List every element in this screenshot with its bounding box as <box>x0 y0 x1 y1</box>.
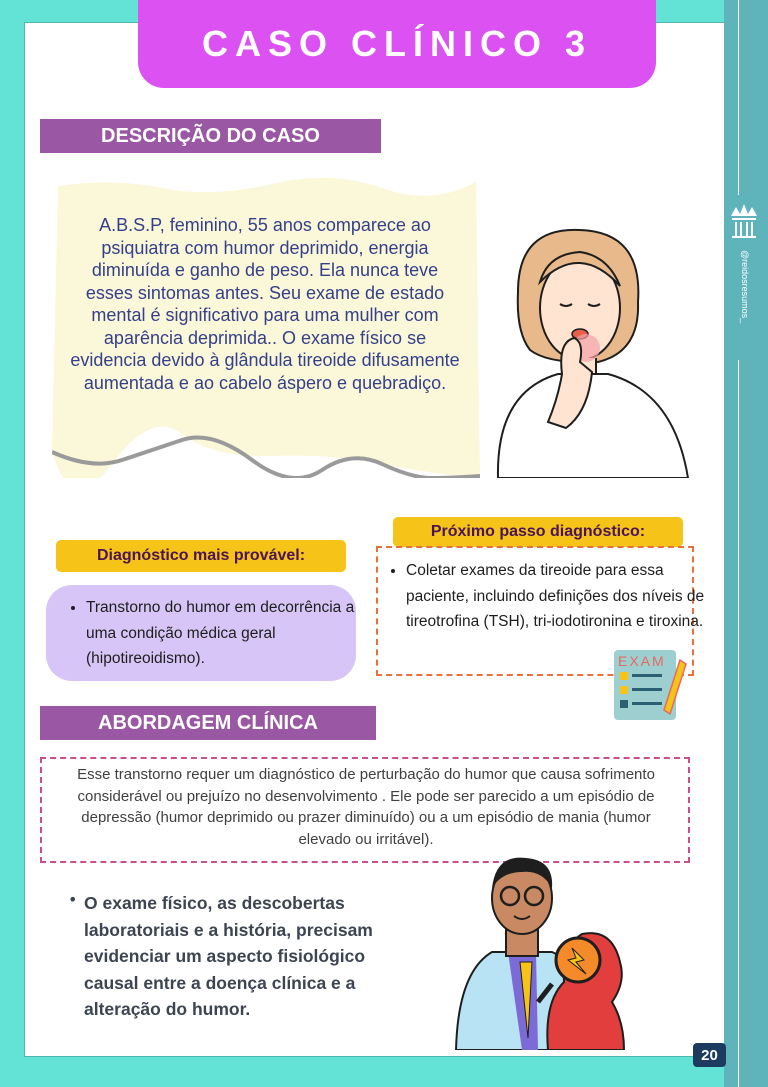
crown-logo-icon <box>727 202 761 240</box>
exam-icon-text: EXAM <box>618 653 666 669</box>
next-step-item: • Coletar exames da tireoide para essa paciente, incluindo definições dos níveis de tireotrofina (TSH), tri-iodotironina e tiroxina. <box>406 558 706 635</box>
title-banner <box>138 0 656 88</box>
diagnosis-label: Diagnóstico mais provável: <box>56 540 346 572</box>
page-title: CASO CLÍNICO 3 <box>201 23 593 64</box>
description-heading: DESCRIÇÃO DO CASO <box>40 119 381 153</box>
page-number: 20 <box>693 1043 726 1067</box>
diagnosis-box <box>46 585 356 681</box>
instagram-handle: @reidosresumos_ <box>740 250 750 324</box>
next-step-label: Próximo passo diagnóstico: <box>393 517 683 547</box>
approach-bullet: O exame físico, as descobertas laboratoriais e a história, precisam evidenciar um aspecto fisiológico causal entre a doença clínica e a alteração do humor. <box>84 893 373 1019</box>
doctor-brain-illustration <box>452 852 632 1050</box>
sidebar-strip <box>724 0 768 1087</box>
bullet-dot: • <box>68 890 78 909</box>
case-description: A.B.S.P, feminino, 55 anos comparece ao psiquiatra com humor deprimido, energia diminuída e ganho de peso. Ela nunca teve esses sintomas antes. Seu exame de estado mental é significativo para uma mulher com aparência deprimida.. O exame físico se evidencia devido à glândula tireoide difusamente aumentada e ao cabelo áspero e quebradiço. <box>70 215 460 393</box>
approach-heading: ABORDAGEM CLÍNICA <box>40 706 376 740</box>
woman-sore-throat-illustration <box>488 222 694 478</box>
approach-text: Esse transtorno requer um diagnóstico de perturbação do humor que causa sofrimento considerável ou prejuízo no desenvolvimento . Ele pode ser parecido a um episódio de depressão (humor deprimido ou prazer diminuído) ou a um episódio de mania (humor elevado ou irritável). <box>77 766 655 848</box>
diagnosis-item: • Transtorno do humor em decorrência a uma condição médica geral (hipotireoidismo). <box>86 595 376 672</box>
exam-clipboard-icon <box>612 644 688 722</box>
